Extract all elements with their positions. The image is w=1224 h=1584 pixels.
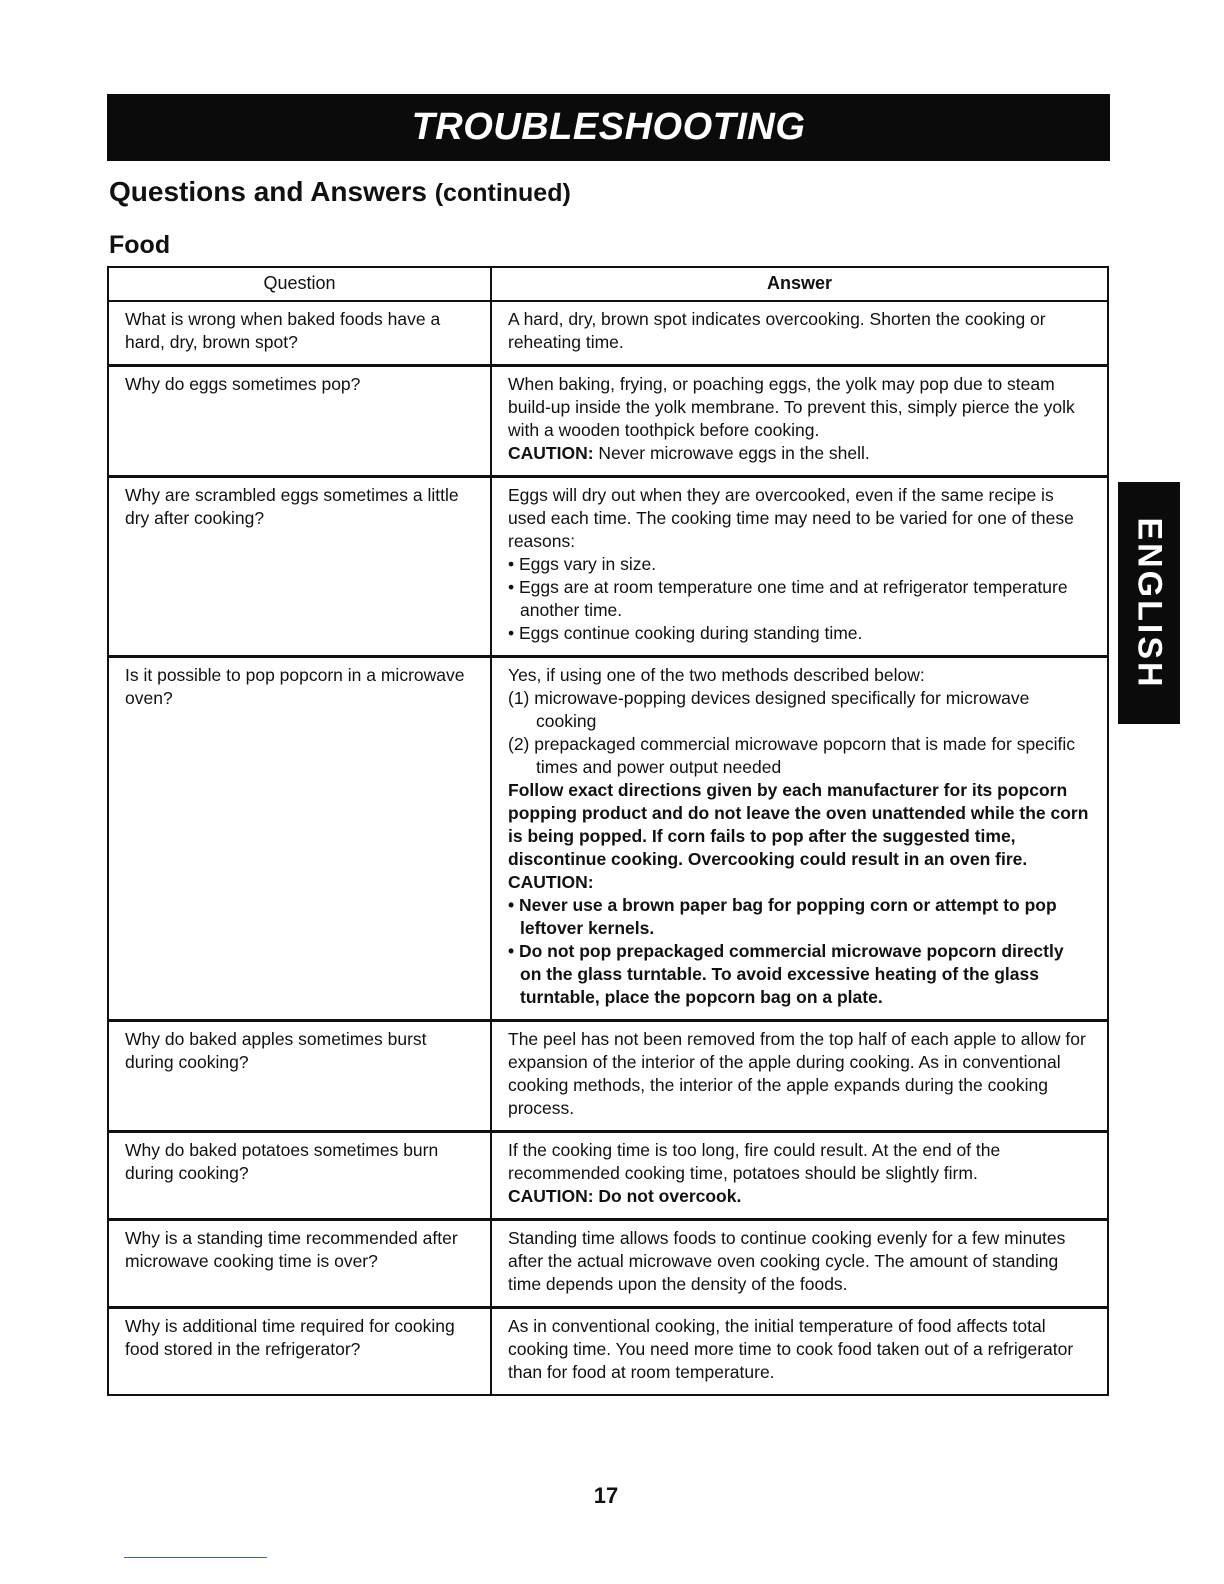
caution-text: CAUTION: Do not overcook. <box>508 1186 742 1206</box>
question-column-header: Question <box>108 267 491 301</box>
answer-text: Yes, if using one of the two methods described below: <box>508 665 925 685</box>
answer-cell <box>491 366 1108 477</box>
table-row <box>108 1021 1108 1132</box>
question-text: Is it possible to pop popcorn in a microwave oven? <box>125 665 465 708</box>
qa-table <box>107 266 1109 1396</box>
answer-text: Standing time allows foods to continue cooking evenly for a few minutes after the actual microwave oven cooking cycle. The amount of standing time depends upon the density of the foods. <box>508 1228 1066 1294</box>
table-row <box>108 366 1108 477</box>
answer-text: When baking, frying, or poaching eggs, the yolk may pop due to steam build-up inside the yolk membrane. To prevent this, simply pierce the yolk with a wooden toothpick before cooking. <box>508 374 1075 440</box>
caution-line <box>508 442 1089 465</box>
table-row <box>108 301 1108 366</box>
section-subtitle: (continued) <box>434 179 571 207</box>
table-row <box>108 1308 1108 1396</box>
question-text: Why is additional time required for cooking food stored in the refrigerator? <box>125 1316 455 1359</box>
section-title-text: Questions and Answers <box>109 176 427 207</box>
question-text: Why do baked apples sometimes burst during cooking? <box>125 1029 427 1072</box>
answer-text: As in conventional cooking, the initial temperature of food affects total cooking time. You need more time to cook food taken out of a refrigerator than for food at room temperature. <box>508 1316 1074 1382</box>
answer-cell <box>491 477 1108 657</box>
question-cell <box>108 657 491 1021</box>
answer-text: Eggs will dry out when they are overcooked, even if the same recipe is used each time. The cooking time may need to be varied for one of these reasons: <box>508 485 1074 551</box>
answer-cell <box>491 1308 1108 1396</box>
answer-cell <box>491 301 1108 366</box>
bullet-item: • Eggs continue cooking during standing time. <box>508 623 863 643</box>
question-cell <box>108 1308 491 1396</box>
table-row <box>108 1220 1108 1308</box>
page-number: 17 <box>593 1483 619 1508</box>
numbered-item: (1) microwave-popping devices designed specifically for microwave cooking <box>508 688 1030 731</box>
table-header-row <box>108 267 1108 301</box>
subsection-title: Food <box>109 231 171 259</box>
question-text: Why are scrambled eggs sometimes a little dry after cooking? <box>125 485 459 528</box>
bullet-item: • Eggs vary in size. <box>508 554 657 574</box>
question-cell <box>108 1021 491 1132</box>
question-text: What is wrong when baked foods have a hard, dry, brown spot? <box>125 309 441 352</box>
numbered-item: (2) prepackaged commercial microwave popcorn that is made for specific times and power output needed <box>508 734 1076 777</box>
answer-text: The peel has not been removed from the top half of each apple to allow for expansion of the interior of the apple during cooking. As in conventional cooking methods, the interior of the apple expands during the cooking process. <box>508 1029 1086 1118</box>
title-banner <box>107 94 1110 161</box>
question-text: Why do baked potatoes sometimes burn during cooking? <box>125 1140 439 1183</box>
answer-text: A hard, dry, brown spot indicates overcooking. Shorten the cooking or reheating time. <box>508 309 1046 352</box>
caution-bullet: • Do not pop prepackaged commercial microwave popcorn directly on the glass turntable. To avoid excessive heating of the glass turntable, place the popcorn bag on a plate. <box>508 941 1064 1007</box>
question-text: Why do eggs sometimes pop? <box>125 374 361 394</box>
answer-cell <box>491 657 1108 1021</box>
question-text: Why is a standing time recommended after microwave cooking time is over? <box>125 1228 458 1271</box>
answer-text: If the cooking time is too long, fire could result. At the end of the recommended cooking time, potatoes should be slightly firm. <box>508 1140 1001 1183</box>
table-row <box>108 657 1108 1021</box>
bullet-item: • Eggs are at room temperature one time and at refrigerator temperature another time. <box>508 577 1068 620</box>
caution-label: CAUTION: <box>508 872 594 892</box>
banner-title: TROUBLESHOOTING <box>411 106 806 148</box>
question-cell <box>108 1220 491 1308</box>
question-cell <box>108 1132 491 1220</box>
caution-bullet: • Never use a brown paper bag for popping corn or attempt to pop leftover kernels. <box>508 895 1057 938</box>
caution-text: Never microwave eggs in the shell. <box>593 443 870 463</box>
caution-label: CAUTION: <box>508 443 594 463</box>
question-cell <box>108 301 491 366</box>
section-title <box>109 176 571 208</box>
table-row <box>108 477 1108 657</box>
table-row <box>108 1132 1108 1220</box>
question-cell <box>108 477 491 657</box>
warning-text: Follow exact directions given by each manufacturer for its popcorn popping product and do not leave the oven unattended while the corn is being popped. If corn fails to pop after the suggested time, discontinue cooking. Overcooking could result in an oven fire. <box>508 780 1089 869</box>
answer-cell <box>491 1220 1108 1308</box>
language-tab-label: ENGLISH <box>1130 516 1169 690</box>
answer-column-header: Answer <box>491 267 1108 301</box>
answer-cell <box>491 1132 1108 1220</box>
language-tab <box>1118 482 1180 724</box>
answer-cell <box>491 1021 1108 1132</box>
question-cell <box>108 366 491 477</box>
footer-rule <box>124 1557 267 1558</box>
